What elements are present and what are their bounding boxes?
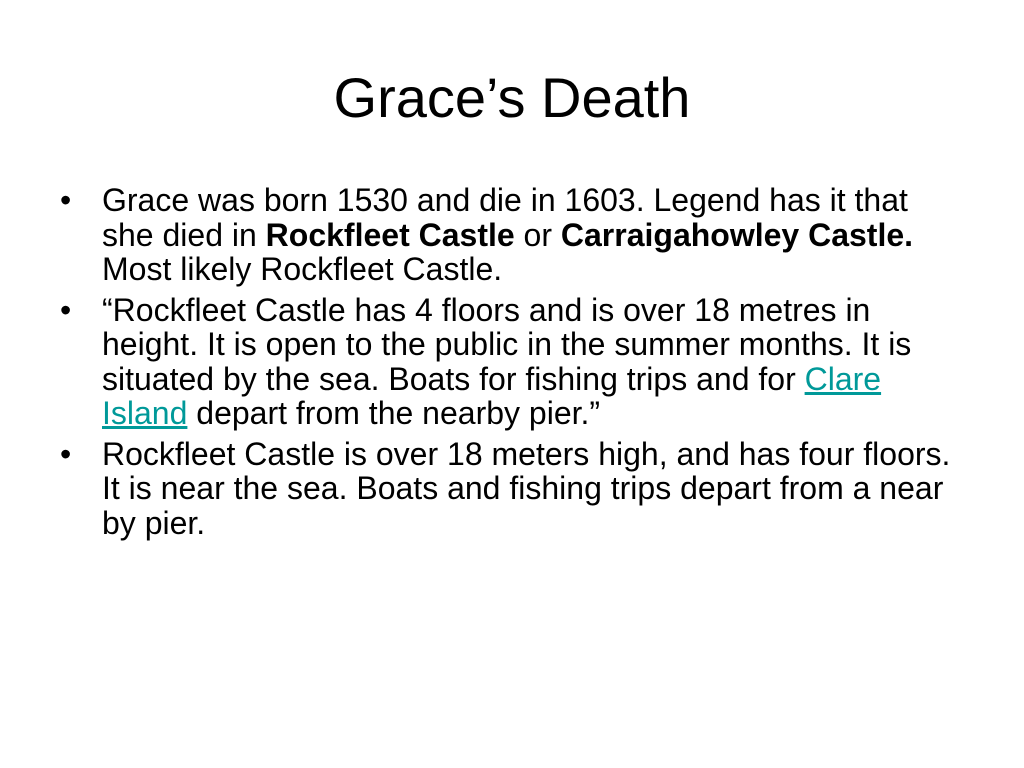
bullet-item-2 [54, 293, 954, 431]
bullet-text: Grace was born 1530 and die in 1603. Legend has it that she died in [102, 182, 908, 253]
bullet-text: Rockfleet Castle is over 18 meters high, and has four floors. It is near the sea. Boats and fishing trips depart from a near by pier. [102, 435, 951, 541]
bullet-list [54, 183, 954, 546]
bullet-marker: • [60, 182, 72, 218]
bullet-marker: • [60, 291, 72, 328]
bullet-text: or [514, 216, 561, 253]
clare-island-link[interactable]: Clare Island [102, 360, 882, 431]
bullet-marker: • [60, 435, 72, 472]
bullet-text: depart from the nearby pier.” [187, 395, 601, 431]
bullet-text: “Rockfleet Castle has 4 floors and is over 18 metres in height. It is open to the public in the summer months. It is situated by the sea. Boats for fishing trips and for [102, 291, 912, 397]
bullet-text: Most likely Rockfleet Castle. [102, 251, 503, 287]
bold-text-rockfleet-castle: Rockfleet Castle [265, 216, 515, 253]
bullet-item-3 [54, 437, 954, 541]
bold-text-carraigahowley-castle: Carraigahowley Castle. [560, 216, 914, 253]
slide-title: Grace’s Death [333, 66, 691, 129]
bullet-item-1 [54, 183, 954, 287]
